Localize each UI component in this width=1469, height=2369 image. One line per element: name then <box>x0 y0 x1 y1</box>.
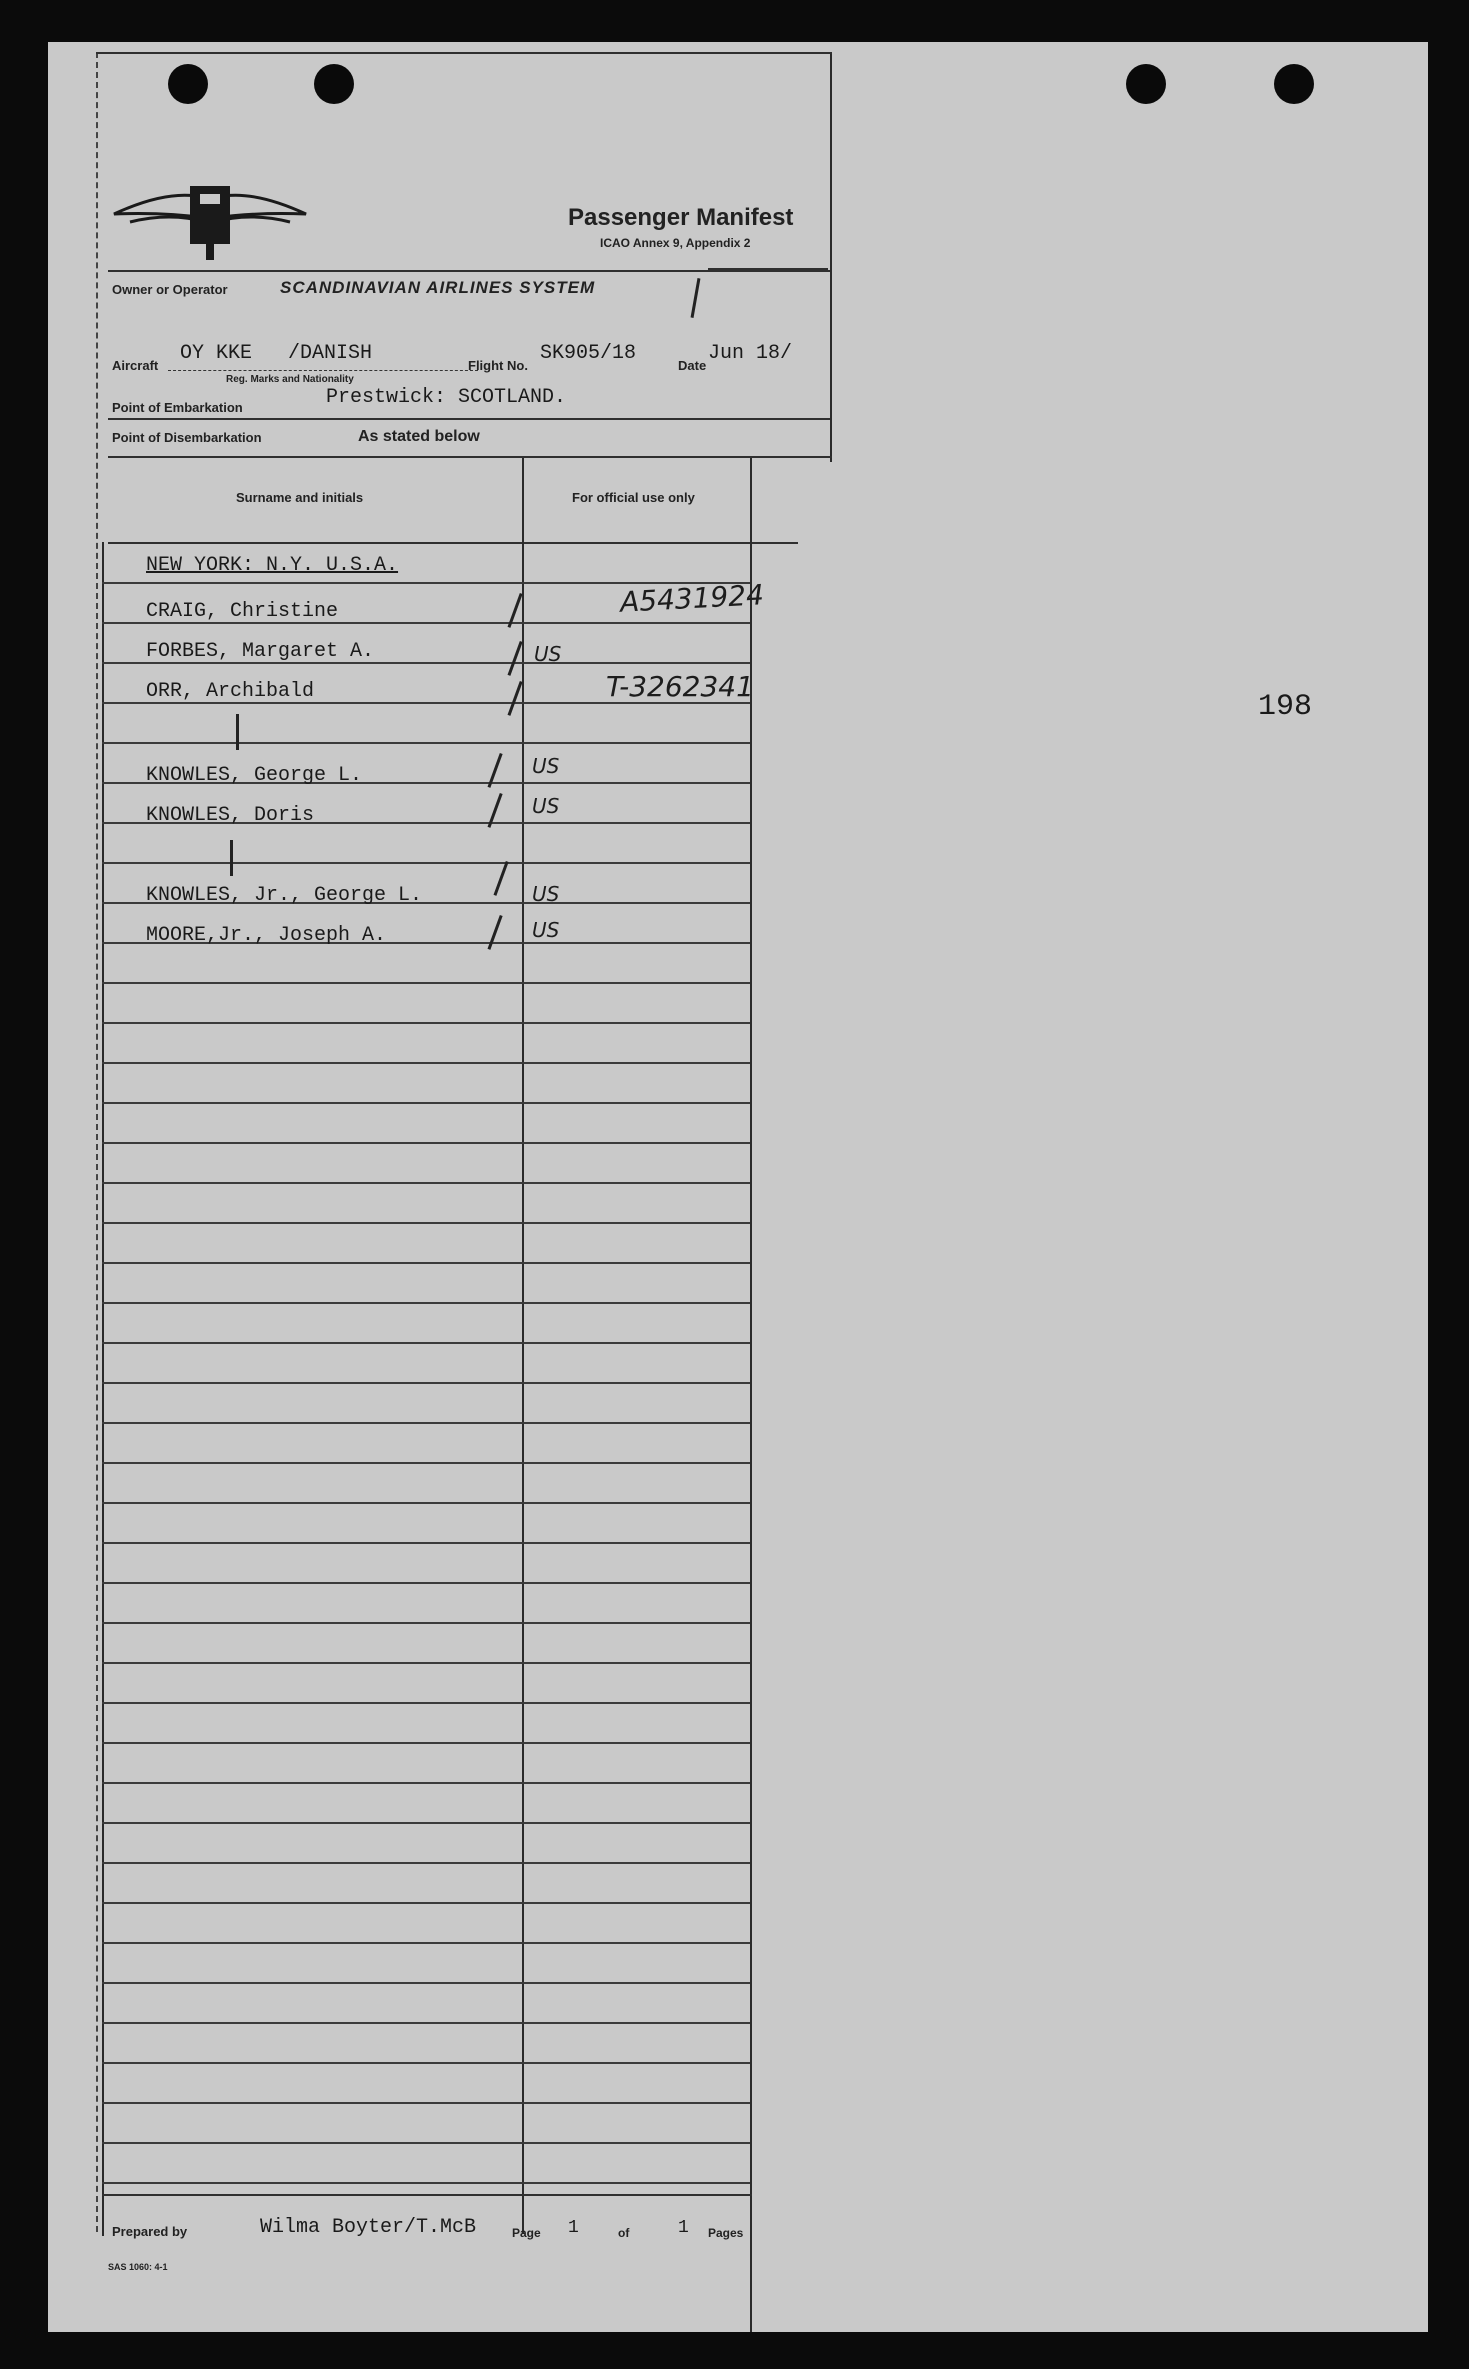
divider <box>108 418 830 420</box>
check-mark-icon <box>494 676 522 716</box>
ruled-line <box>102 1662 750 1664</box>
handwritten-stroke <box>691 278 701 318</box>
header-bottom-line <box>108 542 798 544</box>
handwritten-stroke <box>236 714 239 750</box>
prepared-value: Wilma Boyter/T.McB <box>260 2216 477 2239</box>
pages-label: Pages <box>708 2226 744 2240</box>
form-title: Passenger Manifest <box>568 204 794 231</box>
ruled-line <box>102 1782 750 1784</box>
owner-underline <box>708 268 828 270</box>
owner-label: Owner or Operator <box>112 282 228 297</box>
ruled-line <box>102 1022 750 1024</box>
list-item: FORBES, Margaret A. <box>146 640 375 663</box>
list-item: CRAIG, Christine <box>146 600 339 623</box>
owner-value: SCANDINAVIAN AIRLINES SYSTEM <box>280 278 596 297</box>
aircraft-value: OY KKE /DANISH <box>180 342 373 365</box>
handwritten-note: T-3262341 <box>606 670 754 703</box>
embark-value: Prestwick: SCOTLAND. <box>326 386 567 409</box>
ruled-line <box>102 1462 750 1464</box>
punch-hole <box>168 64 208 104</box>
form-code: SAS 1060: 4-1 <box>108 2262 168 2272</box>
punch-hole <box>1274 64 1314 104</box>
list-item: NEW YORK: N.Y. U.S.A. <box>146 554 399 577</box>
ruled-line <box>102 862 750 864</box>
prepared-label: Prepared by <box>112 2224 188 2239</box>
page-label: Page <box>512 2226 541 2240</box>
table-right-border <box>750 458 752 2332</box>
aircraft-label: Aircraft <box>112 358 159 373</box>
ruled-line <box>102 1342 750 1344</box>
ruled-line <box>102 1742 750 1744</box>
official-mark: US <box>532 754 560 778</box>
official-mark: US <box>532 794 560 818</box>
ruled-line <box>102 982 750 984</box>
ruled-line <box>102 1302 750 1304</box>
handwritten-stroke <box>230 840 233 876</box>
ruled-line <box>102 1142 750 1144</box>
ruled-line <box>102 742 750 744</box>
ruled-line <box>102 2182 750 2184</box>
ruled-line <box>102 1262 750 1264</box>
date-value: Jun 18/ <box>708 342 793 365</box>
page-total: 1 <box>678 2218 689 2238</box>
table-bottom-line <box>102 2194 752 2196</box>
list-item: ORR, Archibald <box>146 680 315 703</box>
list-item: KNOWLES, Jr., George L. <box>146 884 423 907</box>
date-label: Date <box>678 358 707 373</box>
aircraft-underline <box>168 370 478 372</box>
ruled-line <box>102 1702 750 1704</box>
check-mark-icon <box>494 636 522 676</box>
flight-value: SK905/18 <box>540 342 637 365</box>
ruled-line <box>102 1902 750 1904</box>
divider <box>108 270 830 272</box>
ruled-line <box>102 2062 750 2064</box>
reg-note: Reg. Marks and Nationality <box>226 374 354 385</box>
ruled-line <box>102 1382 750 1384</box>
divider <box>108 456 832 458</box>
handwritten-note: A5431924 <box>619 578 765 619</box>
ruled-line <box>102 1102 750 1104</box>
flight-label: Flight No. <box>468 358 528 373</box>
col-header-official: For official use only <box>572 490 695 505</box>
ruled-line <box>102 1222 750 1224</box>
list-item: KNOWLES, George L. <box>146 764 363 787</box>
form-top-right-border <box>830 52 832 462</box>
ruled-line <box>102 2142 750 2144</box>
punch-hole <box>314 64 354 104</box>
ruled-line <box>102 1502 750 1504</box>
page-stamp: 198 <box>1258 690 1313 724</box>
ruled-line <box>102 1862 750 1864</box>
ruled-line <box>102 1582 750 1584</box>
disembark-label: Point of Disembarkation <box>112 430 262 445</box>
ruled-line <box>102 1942 750 1944</box>
list-item: KNOWLES, Doris <box>146 804 315 827</box>
airline-logo-icon <box>110 178 310 264</box>
list-item: MOORE,Jr., Joseph A. <box>146 924 387 947</box>
form-top-border <box>96 52 832 54</box>
ruled-line <box>102 1422 750 1424</box>
ruled-line <box>102 1182 750 1184</box>
punch-hole <box>1126 64 1166 104</box>
disembark-value: As stated below <box>358 428 480 445</box>
official-mark: US <box>532 882 560 906</box>
form-left-border <box>96 52 100 2232</box>
official-mark: US <box>532 918 560 942</box>
table-divider <box>522 458 524 2234</box>
page-number: 1 <box>568 2218 579 2238</box>
ruled-line <box>102 2102 750 2104</box>
ruled-line <box>102 1062 750 1064</box>
manifest-sheet <box>48 42 1428 2332</box>
of-label: of <box>618 2226 630 2240</box>
ruled-line <box>102 1822 750 1824</box>
ruled-line <box>102 1982 750 1984</box>
ruled-line <box>102 1542 750 1544</box>
embark-label: Point of Embarkation <box>112 400 243 415</box>
form-subtitle: ICAO Annex 9, Appendix 2 <box>600 236 751 250</box>
ruled-line <box>102 2022 750 2024</box>
col-header-name: Surname and initials <box>236 490 364 505</box>
official-mark: US <box>534 642 562 666</box>
ruled-line <box>102 1622 750 1624</box>
